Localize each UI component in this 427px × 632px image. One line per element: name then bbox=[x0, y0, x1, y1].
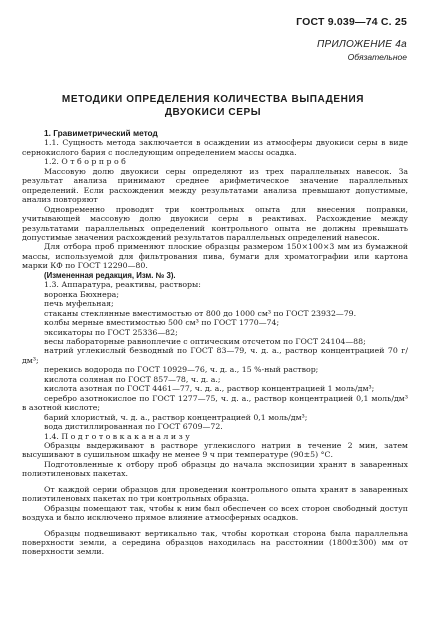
list-item: воронка Бюхнера; bbox=[44, 289, 119, 299]
paragraph: 1.1. Сущность метода заключается в осаждении из атмосферы двуокиси серы в виде сернокислого бария с последующим определением массы осадка. bbox=[22, 138, 408, 157]
list-item: вода дистиллированная по ГОСТ 6709—72. bbox=[44, 422, 223, 432]
list-item: кислота соляная по ГОСТ 857—78, ч. д. а.; bbox=[44, 374, 221, 384]
document-title-line-2: ДВУОКИСИ СЕРЫ bbox=[164, 107, 262, 118]
paragraph: Подготовленные к отбору проб образцы до начала экспозиции хранят в заваренных полиэтиленовых пакетах. bbox=[22, 459, 408, 479]
appendix-label: ПРИЛОЖЕНИЕ 4а bbox=[316, 39, 407, 50]
paragraph: Одновременно проводят три контрольных опыта для внесения поправки, учитывающей массовую долю двуокиси серы в реактивах. Расхождение между результатами параллельных определений контрольного опыта не должны превышать допустимые значения расхождений результатов параллельных определений навесок. bbox=[22, 204, 408, 242]
list-item: натрий углекислый безводный по ГОСТ 83—79, ч. д. а., раствор концентрацией 70 г/дм³; bbox=[22, 346, 408, 365]
list-item: колбы мерные вместимостью 500 см³ по ГОСТ 1770—74; bbox=[44, 318, 280, 328]
list-item: перекись водорода по ГОСТ 10929—76, ч. д. а., 15 %-ный раствор; bbox=[44, 365, 319, 375]
paragraph: Для отбора проб применяют плоские образцы размером 150×100×3 мм из бумажной массы, используемой для фильтрования пива, бумаги для хроматографии или картона марки КФ по ГОСТ 12290—80. bbox=[22, 242, 408, 271]
amendment-note: (Измененная редакция, Изм. № 3). bbox=[44, 270, 176, 280]
subsection-heading: 1.2. О т б о р п р о б bbox=[44, 157, 126, 167]
section-heading: 1. Гравиметрический метод bbox=[44, 128, 158, 138]
document-body bbox=[22, 124, 408, 557]
paragraph: Образцы выдерживают в растворе углекислого натрия в течение 2 мин, затем высушивают в сушильном шкафу не менее 9 ч при температуре (90±5) °С. bbox=[22, 440, 408, 460]
paragraph: Массовую долю двуокиси серы определяют из трех параллельных навесок. За результат анализа принимают среднее арифметическое значение параллельных определений. Если расхождения между результатами анализа превышают допустимые, анализ повторяют bbox=[22, 166, 408, 205]
paragraph: 1.3. Аппаратура, реактивы, растворы: bbox=[44, 280, 201, 290]
list-item: весы лабораторные равноплечие с оптическим отсчетом по ГОСТ 24104—88; bbox=[44, 336, 366, 346]
list-item: печь муфельная; bbox=[44, 299, 114, 309]
paragraph: От каждой серии образцов для проведения контрольного опыта хранят в заваренных полиэтиленовых пакетах по три контрольных образца. bbox=[22, 484, 408, 504]
appendix-status: Обязательное bbox=[347, 52, 407, 62]
list-item: стаканы стеклянные вместимостью от 800 до 1000 см³ по ГОСТ 23932—79. bbox=[44, 308, 357, 318]
document-title-line-1: МЕТОДИКИ ОПРЕДЕЛЕНИЯ КОЛИЧЕСТВА ВЫПАДЕНИЯ bbox=[61, 94, 365, 105]
list-item: кислота азотная по ГОСТ 4461—77, ч. д. а., раствор концентрацией 1 моль/дм³; bbox=[44, 384, 375, 394]
list-item: барий хлористый, ч. д. а., раствор концентрацией 0,1 моль/дм³; bbox=[44, 412, 308, 422]
list-item: эксикаторы по ГОСТ 25336—82; bbox=[44, 327, 178, 337]
paragraph: Образцы помещают так, чтобы к ним был обеспечен со всех сторон свободный доступ воздуха и было исключено прямое влияние атмосферных осадков. bbox=[22, 503, 408, 523]
paragraph: Образцы подвешивают вертикально так, чтобы короткая сторона была параллельна поверхности земли, а середина образцов находилась на расстоянии (1800±300) мм от поверхности земли. bbox=[22, 528, 408, 557]
standard-header: ГОСТ 9.039—74 С. 25 bbox=[296, 16, 407, 28]
subsection-heading: 1.4. П о д г о т о в к а к а н а л и з у bbox=[44, 431, 190, 441]
list-item: серебро азотнокислое по ГОСТ 1277—75, ч. д. а., раствор концентрацией 0,1 моль/дм³ в азотной кислоте; bbox=[22, 393, 408, 413]
